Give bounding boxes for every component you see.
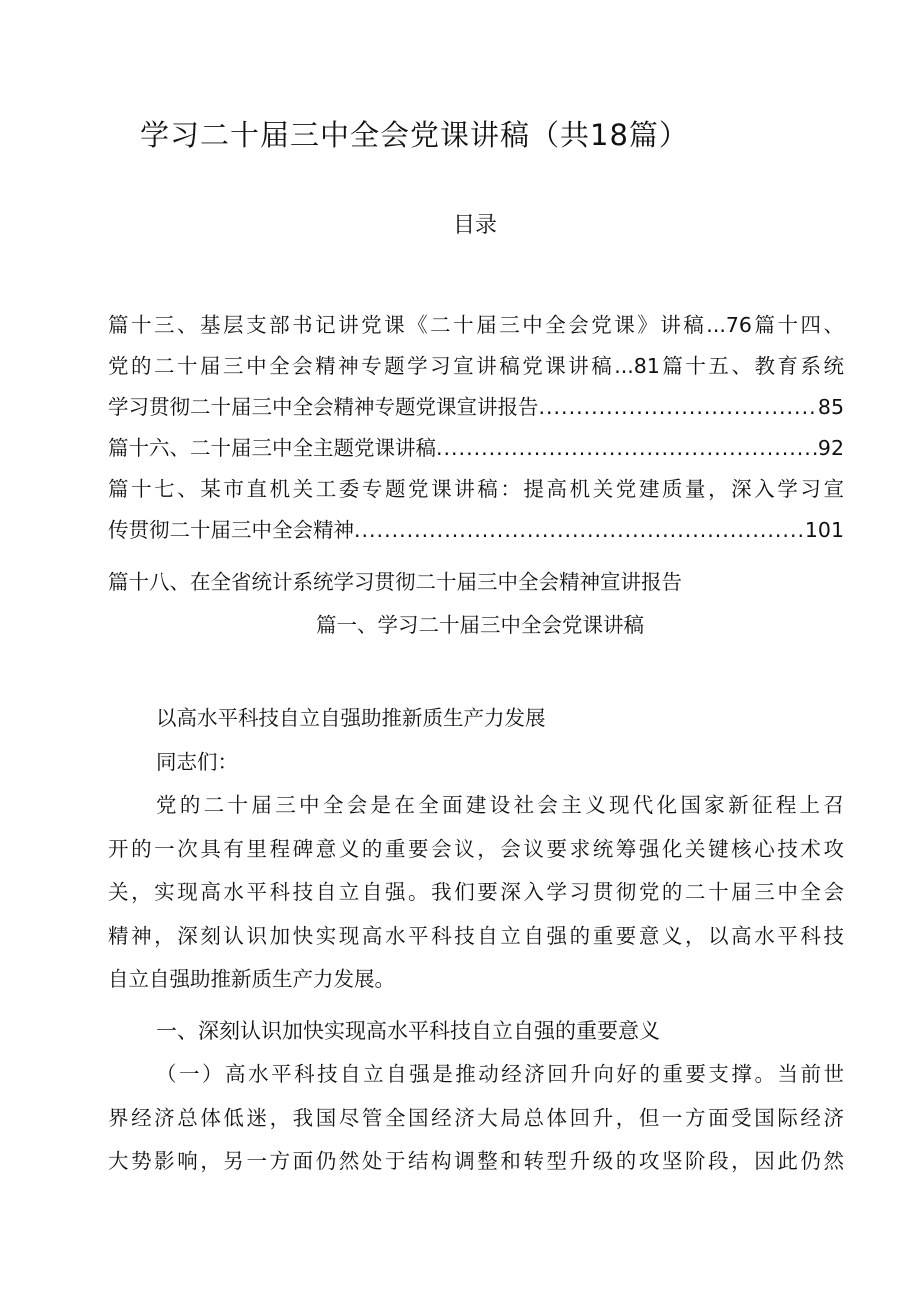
toc-entry-title: 篇十六、二十届三中全主题党课讲稿 [108,436,436,460]
toc-heading: 目录 [452,213,497,238]
toc-leader-dots [539,387,818,428]
toc-line: 篇十七、某市直机关工委专题党课讲稿：提高机关党建质量，深入学习宣 [108,477,844,501]
toc-leader-dots [436,428,818,469]
toc-entry [108,428,844,469]
toc-page-number: 101 [804,518,844,542]
toc-line: 篇十八、在全省统计系统学习贯彻二十届三中全会精神宣讲报告 [108,570,682,594]
paragraph-line: 自立自强助推新质生产力发展。 [108,967,395,991]
document-title: 学习二十届三中全会党课讲稿（共18篇） [140,118,689,152]
section-heading: 一、深刻认识加快实现高水平科技自立自强的重要意义 [156,1018,660,1043]
paragraph-line: 大势影响，另一方面仍然处于结构调整和转型升级的攻坚阶段，因此仍然 [108,1149,844,1173]
paragraph-line: 精神，深刻认识加快实现高水平科技自立自强的重要意义，以高水平科技 [108,923,844,948]
paragraph-line: 党的二十届三中全会是在全面建设社会主义现代化国家新征程上召 [156,793,844,817]
paragraph-line: 界经济总体低迷，我国尽管全国经济大局总体回升，但一方面受国际经济 [108,1105,844,1130]
table-of-contents [108,305,844,603]
toc-entry-title: 传贯彻二十届三中全会精神 [108,518,354,542]
paragraph [108,1053,844,1184]
toc-leader-dots [354,510,805,551]
toc-page-number: 85 [817,395,844,419]
toc-entry-title: 学习贯彻二十届三中全会精神专题党课宣讲报告 [108,395,539,419]
body-text [108,697,844,1184]
toc-line: 党的二十届三中全会精神专题学习宣讲稿党课讲稿...81篇十五、教育系统 [108,354,844,378]
speech-subtitle: 以高水平科技自立自强助推新质生产力发展 [156,706,546,730]
toc-entry [108,387,844,428]
toc-line: 篇十三、基层支部书记讲党课《二十届三中全会党课》讲稿...76篇十四、 [108,313,844,337]
paragraph-line: 关，实现高水平科技自立自强。我们要深入学习贯彻党的二十届三中全会 [108,880,844,904]
toc-entry [108,510,844,551]
paragraph-line: 开的一次具有里程碑意义的重要会议，会议要求统筹强化关键核心技术攻 [108,836,844,861]
toc-page-number: 92 [817,436,844,460]
section-title: 篇一、学习二十届三中全会党课讲稿 [316,613,644,637]
paragraph-line: （一）高水平科技自立自强是推动经济回升向好的重要支撑。当前世 [156,1062,844,1086]
paragraph [108,784,844,1002]
salutation: 同志们： [156,749,238,774]
